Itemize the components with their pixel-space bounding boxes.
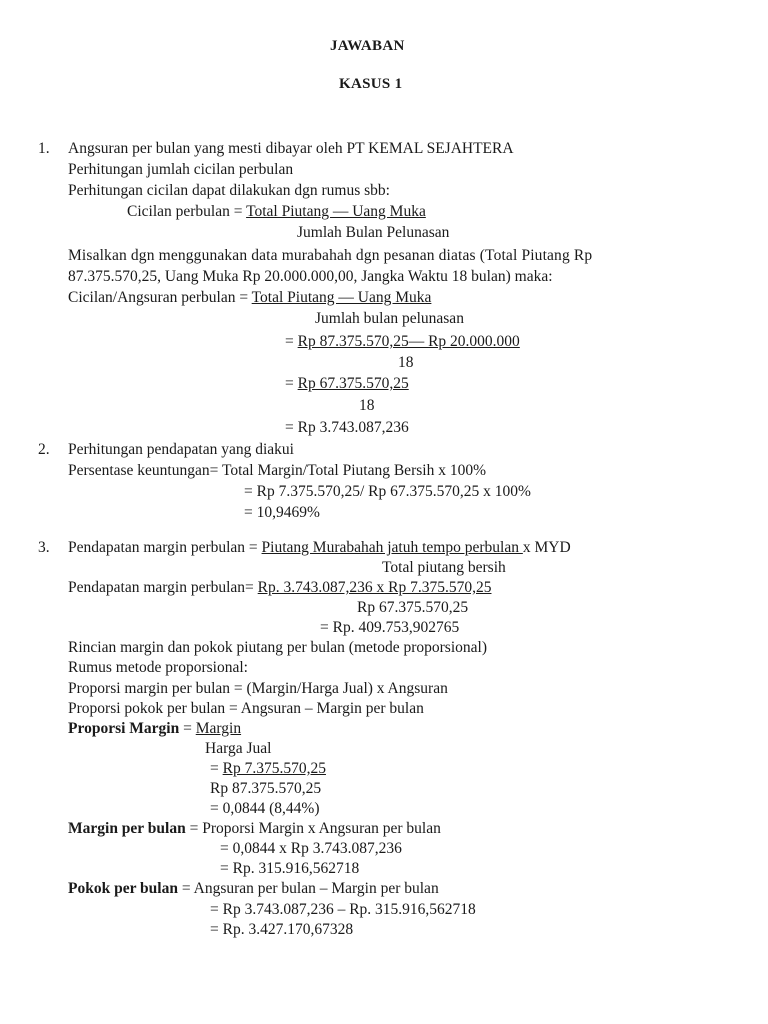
proporsi-margin-result: = 0,0844 (8,44%) <box>210 800 320 817</box>
equals-sign: = <box>285 333 298 350</box>
rumus-line: Rumus metode proporsional: <box>68 659 248 676</box>
item-1-result: = Rp 3.743.087,236 <box>285 419 409 436</box>
proporsi-margin-step-numerator: Rp 7.375.570,25 <box>222 760 326 777</box>
item-2-heading: Perhitungan pendapatan yang diakui <box>68 441 294 458</box>
proporsi-margin-step-denominator: Rp 87.375.570,25 <box>210 780 322 797</box>
item-3-number: 3. <box>38 539 50 556</box>
proporsi-margin-denominator: Harga Jual <box>205 740 272 757</box>
item-1-paragraph-a: Misalkan dgn menggunakan data murabahah dgn pesanan diatas (Total Piutang Rp <box>68 247 593 264</box>
calc-numerator: Total Piutang — Uang Muka <box>251 289 432 306</box>
equals-sign: = <box>210 760 223 777</box>
pokok-per-bulan-formula <box>68 879 439 899</box>
step-1-numerator: Rp 87.375.570,25— Rp 20.000.000 <box>297 333 520 350</box>
heading-multiplier: x MYD <box>522 539 571 556</box>
margin-per-bulan-formula <box>68 819 441 839</box>
pokok-per-bulan-step: = Rp 3.743.087,236 – Rp. 315.916,562718 <box>210 901 476 918</box>
margin-per-bulan-result: = Rp. 315.916,562718 <box>220 860 360 877</box>
formula-numerator: Total Piutang — Uang Muka <box>246 203 426 220</box>
item-2-calc: = Rp 7.375.570,25/ Rp 67.375.570,25 x 100% <box>244 483 531 500</box>
heading-denominator: Total piutang bersih <box>382 559 506 576</box>
calc-lhs: Pendapatan margin perbulan= <box>68 579 258 596</box>
item-1-formula-intro: Perhitungan cicilan dapat dilakukan dgn rumus sbb: <box>68 182 390 199</box>
pokok-per-bulan-rule: = Angsuran per bulan – Margin per bulan <box>177 880 439 897</box>
item-1-heading: Angsuran per bulan yang mesti dibayar oleh PT KEMAL SEJAHTERA <box>68 140 514 157</box>
step-2-numerator: Rp 67.375.570,25 <box>297 375 409 392</box>
calc-denominator: Rp 67.375.570,25 <box>357 599 469 616</box>
item-2-result: = 10,9469% <box>244 504 320 521</box>
rincian-line: Rincian margin dan pokok piutang per bulan (metode proporsional) <box>68 639 487 656</box>
margin-per-bulan-rule: = Proporsi Margin x Angsuran per bulan <box>185 820 441 837</box>
item-1-paragraph-b: 87.375.570,25, Uang Muka Rp 20.000.000,00, Jangka Waktu 18 bulan) maka: <box>68 268 553 285</box>
pokok-per-bulan-label: Pokok per bulan <box>68 880 178 897</box>
item-2-formula: Persentase keuntungan= Total Margin/Total Piutang Bersih x 100% <box>68 462 486 479</box>
document-title: JAWABAN <box>330 38 405 54</box>
proporsi-margin-step <box>210 759 326 779</box>
item-1-formula <box>127 202 426 222</box>
calc-numerator: Rp. 3.743.087,236 x Rp 7.375.570,25 <box>257 579 492 596</box>
equals-sign: = <box>285 375 298 392</box>
item-3-calc-result: = Rp. 409.753,902765 <box>320 619 460 636</box>
item-2-number: 2. <box>38 441 50 458</box>
proporsi-pokok-rule: Proporsi pokok per bulan = Angsuran – Margin per bulan <box>68 700 424 717</box>
formula-lhs: Cicilan perbulan = <box>127 203 247 220</box>
calc-denominator: Jumlah bulan pelunasan <box>315 310 464 327</box>
item-1-subheading: Perhitungan jumlah cicilan perbulan <box>68 161 294 178</box>
calc-step-1 <box>285 332 520 352</box>
step-2-denominator: 18 <box>359 397 375 414</box>
step-1-denominator: 18 <box>398 354 414 371</box>
equals-sign: = <box>179 720 196 737</box>
proporsi-margin-label: Proporsi Margin <box>68 720 180 737</box>
proporsi-margin-rule: Proporsi margin per bulan = (Margin/Harga Jual) x Angsuran <box>68 680 448 697</box>
margin-per-bulan-label: Margin per bulan <box>68 820 186 837</box>
margin-per-bulan-step: = 0,0844 x Rp 3.743.087,236 <box>220 840 402 857</box>
pokok-per-bulan-result: = Rp. 3.427.170,67328 <box>210 921 354 938</box>
heading-lhs: Pendapatan margin perbulan = <box>68 539 262 556</box>
item-3-calc <box>68 578 491 598</box>
calc-step-2 <box>285 374 409 394</box>
item-1-calc <box>68 288 431 308</box>
proporsi-margin-numerator: Margin <box>195 720 242 737</box>
item-3-heading <box>68 538 571 558</box>
document-subtitle: KASUS 1 <box>339 76 403 92</box>
formula-denominator: Jumlah Bulan Pelunasan <box>297 224 450 241</box>
item-1-number: 1. <box>38 140 50 157</box>
calc-lhs: Cicilan/Angsuran perbulan = <box>68 289 252 306</box>
heading-numerator: Piutang Murabahah jatuh tempo perbulan <box>261 539 523 556</box>
proporsi-margin-formula <box>68 719 241 739</box>
